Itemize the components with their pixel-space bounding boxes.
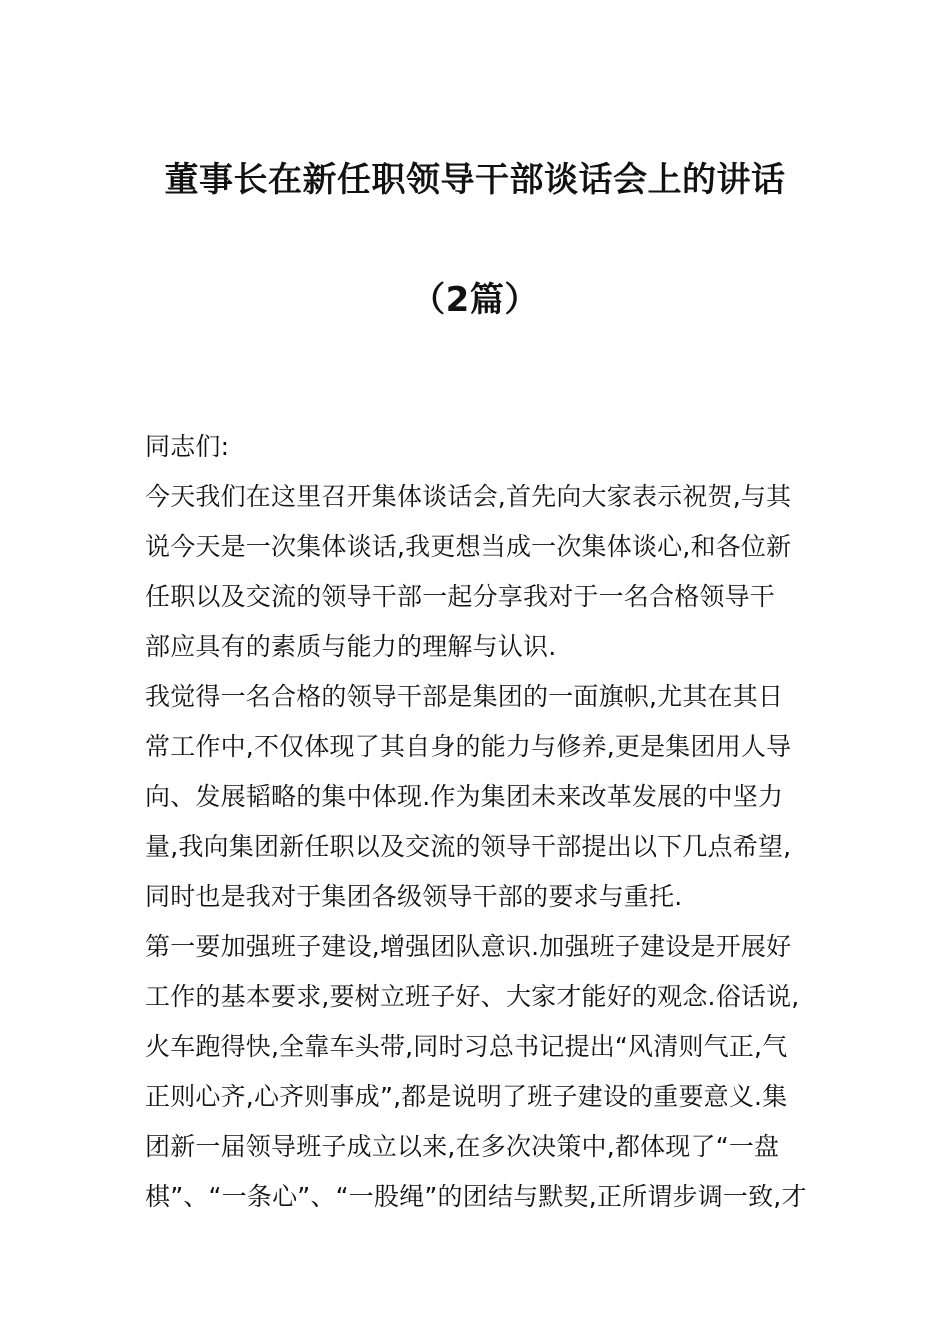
body-line: 第一要加强班子建设,增强团队意识.加强班子建设是开展好: [145, 932, 792, 961]
body-line: 同时也是我对于集团各级领导干部的要求与重托.: [145, 882, 683, 911]
body-line: 常工作中,不仅体现了其自身的能力与修养,更是集团用人导: [145, 732, 792, 761]
body-line: 同志们:: [145, 432, 230, 461]
body-line: 今天我们在这里召开集体谈话会,首先向大家表示祝贺,与其: [145, 482, 792, 511]
document-body: [145, 422, 810, 1222]
body-line: 火车跑得快,全靠车头带,同时习总书记提出“风清则气正,气: [145, 1032, 788, 1061]
body-line: 部应具有的素质与能力的理解与认识.: [145, 632, 557, 661]
body-line: 我觉得一名合格的领导干部是集团的一面旗帜,尤其在其日: [145, 682, 784, 711]
document-subtitle: （2篇）: [411, 280, 539, 320]
body-line: 任职以及交流的领导干部一起分享我对于一名合格领导干: [145, 582, 776, 611]
body-line: 团新一届领导班子成立以来,在多次决策中,都体现了“一盘: [145, 1132, 780, 1161]
body-line: 量,我向集团新任职以及交流的领导干部提出以下几点希望,: [145, 832, 792, 861]
body-line: 棋”、“一条心”、“一股绳”的团结与默契,正所谓步调一致,才: [145, 1182, 807, 1211]
body-line: 工作的基本要求,要树立班子好、大家才能好的观念.俗话说,: [145, 982, 800, 1011]
body-line: 向、发展韬略的集中体现.作为集团未来改革发展的中坚力: [145, 782, 784, 811]
body-line: 说今天是一次集体谈话,我更想当成一次集体谈心,和各位新: [145, 532, 792, 561]
document-title: 董事长在新任职领导干部谈话会上的讲话: [164, 160, 786, 200]
body-line: 正则心齐,心齐则事成”,都是说明了班子建设的重要意义.集: [145, 1082, 788, 1111]
